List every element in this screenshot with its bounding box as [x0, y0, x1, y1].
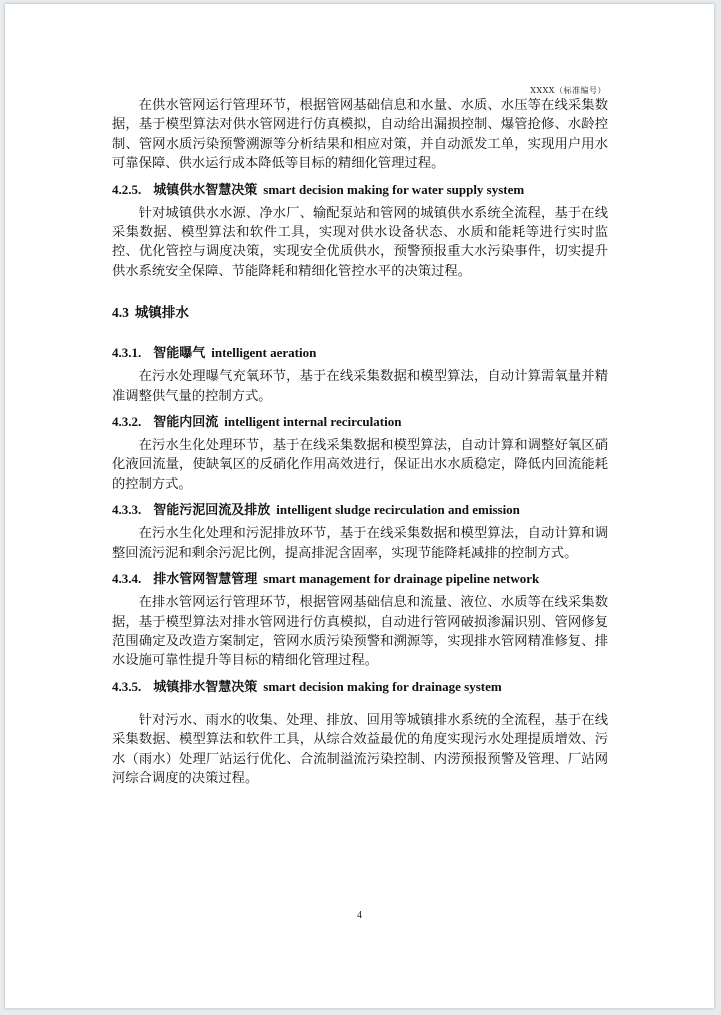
heading-number: 4.3.1.	[112, 345, 142, 361]
heading-title-zh: 智能污泥回流及排放	[153, 503, 271, 519]
section-body-4-2-5: 针对城镇供水水源、净水厂、输配泵站和管网的城镇供水系统全流程，基于在线采集数据、模型算法和软件工具，实现对供水设备状态、水质和能耗等进行实时监控、优化管控与调度决策，实现安全优质供水，预警预报重大水污染事件，切实提升供水系统安全保障、节能降耗和精细化管控水平的决策过程。	[112, 205, 608, 279]
page-number: 4	[357, 910, 362, 921]
heading-4-2-5	[112, 180, 608, 200]
heading-title-zh: 智能曝气	[153, 346, 206, 362]
heading-title-zh: 智能内回流	[153, 415, 219, 431]
heading-4-3-2	[112, 412, 608, 432]
heading-title-zh: 城镇排水	[134, 305, 189, 322]
heading-title-en: smart management for drainage pipeline network	[263, 571, 540, 587]
heading-title-en: intelligent internal recirculation	[224, 414, 402, 430]
heading-number: 4.3.3.	[112, 502, 142, 518]
section-body-4-3-1: 在污水处理曝气充氧环节，基于在线采集数据和模型算法，自动计算需氧量并精准调整供气量的控制方式。	[112, 369, 608, 404]
section-body-4-3-4: 在排水管网运行管理环节，根据管网基础信息和流量、液位、水质等在线采集数据，基于模型算法对排水管网进行仿真模拟，自动进行管网破损渗漏识别、管网修复范围确定及改造方案制定，管网水质污染预警和溯源等，实现排水管网精准修复、排水设施可靠性提升等目标的精细化管理过程。	[112, 595, 608, 669]
document-page	[5, 4, 714, 1008]
heading-4-3-4	[112, 569, 608, 589]
heading-title-zh: 城镇供水智慧决策	[153, 182, 258, 198]
heading-4-3-5	[112, 677, 608, 697]
heading-4-3-3	[112, 500, 608, 520]
heading-title-zh: 排水管网智慧管理	[153, 572, 258, 588]
heading-4-3-1	[112, 343, 608, 363]
heading-title-en: intelligent sludge recirculation and emission	[276, 502, 520, 518]
heading-number: 4.3.4.	[112, 571, 142, 587]
heading-title-en: intelligent aeration	[211, 345, 317, 361]
heading-title-en: smart decision making for water supply system	[263, 181, 525, 197]
heading-title-en: smart decision making for drainage system	[263, 678, 502, 694]
heading-number: 4.3	[112, 305, 129, 321]
section-body-4-3-5: 针对污水、雨水的收集、处理、排放、回用等城镇排水系统的全流程，基于在线采集数据、模型算法和软件工具，从综合效益最优的角度实现污水处理提质增效、污水（雨水）处理厂站运行优化、合流制溢流污染控制、内涝预报预警及管理、厂站网河综合调度的决策过程。	[112, 712, 608, 786]
standard-code: XXXX（标准编号）	[530, 86, 606, 95]
heading-number: 4.3.2.	[112, 414, 142, 430]
section-body-4-3-2: 在污水生化处理环节，基于在线采集数据和模型算法，自动计算和调整好氧区硝化液回流量，使缺氧区的反硝化作用高效进行，保证出水水质稳定，降低内回流能耗的控制方式。	[112, 438, 608, 492]
heading-title-zh: 城镇排水智慧决策	[153, 679, 258, 695]
heading-number: 4.2.5.	[112, 181, 142, 197]
page-content	[112, 96, 608, 788]
section-body-4-3-3: 在污水生化处理和污泥排放环节，基于在线采集数据和模型算法，自动计算和调整回流污泥和剩余污泥比例，提高排泥含固率，实现节能降耗减排的控制方式。	[112, 526, 608, 561]
heading-4-3	[112, 301, 608, 321]
heading-number: 4.3.5.	[112, 678, 142, 694]
intro-paragraph: 在供水管网运行管理环节，根据管网基础信息和水量、水质、水压等在线采集数据，基于模型算法对供水管网进行仿真模拟，自动给出漏损控制、爆管抢修、水龄控制、管网水质污染预警溯源等分析结果和相应对策，并自动派发工单，实现用户用水可靠保障、供水运行成本降低等目标的精细化管理过程。	[112, 98, 608, 172]
